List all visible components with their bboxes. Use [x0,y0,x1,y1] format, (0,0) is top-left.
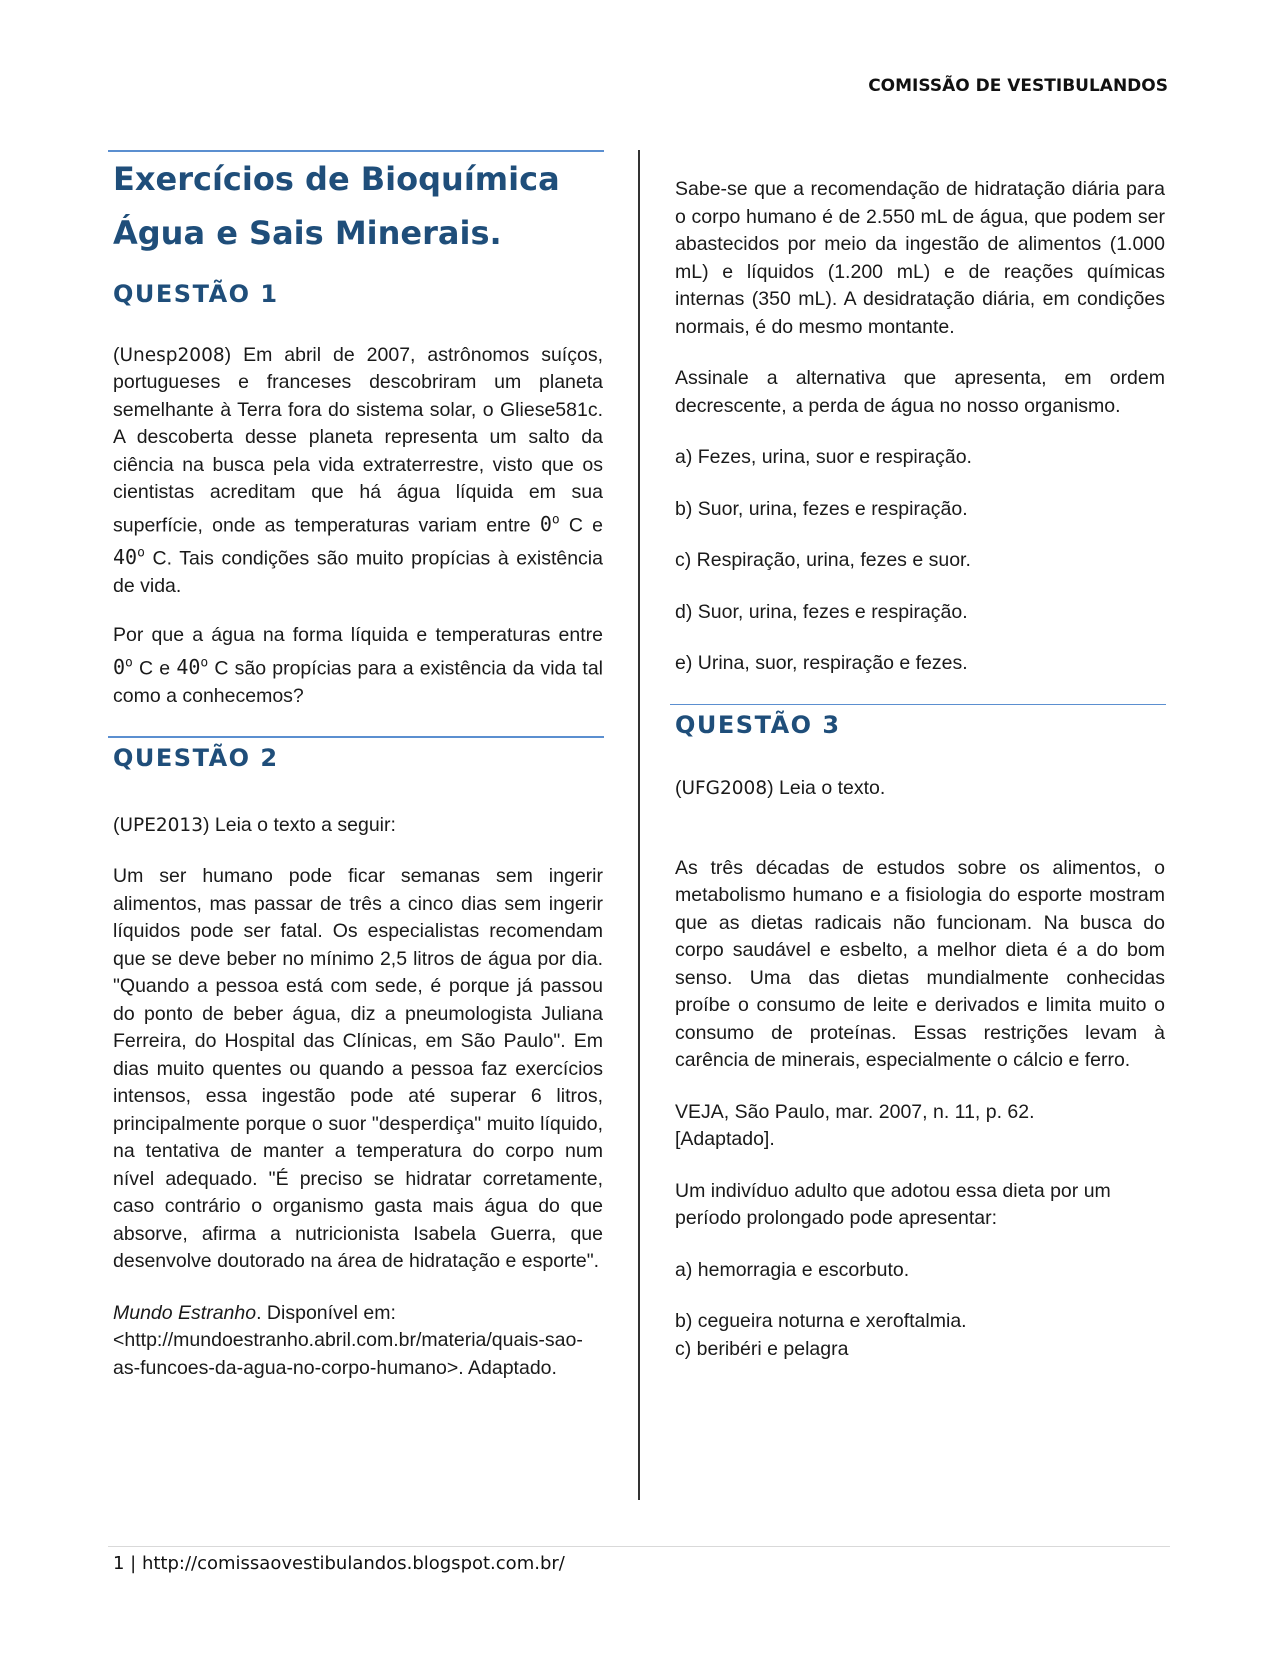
page-footer: 1 | http://comissaovestibulandos.blogspot.com.br/ [113,1553,565,1574]
option-e: e) Urina, suor, respiração e fezes. [675,652,968,674]
question-2-continuation-2: Assinale a alternativa que apresenta, em ordem decrescente, a perda de água no nosso organismo. [675,367,1165,417]
option-c: c) Respiração, urina, fezes e suor. [675,549,971,571]
temp-high: 40$^o$ [113,545,145,570]
question-3-options [675,1257,1165,1364]
q3-intro-text: Leia o texto. [779,777,886,799]
question-2-intro: (UPE2013) Leia o texto a seguir: [113,813,396,836]
document-title [113,152,603,260]
question-1-heading: QUESTÃO 1 [113,279,279,308]
question-3-body: As três décadas de estudos sobre os alimentos, o metabolismo humano e a fisiologia do esporte mostram que as dietas radicais não funcionam. Na busca do corpo saudável e esbelto, a melhor dieta é a do bom senso. Uma das dietas mundialmente conhecidas proíbe o consumo de leite e derivados e limita muito o consumo de proteínas. Essas restrições levam à carência de minerais, especialmente o cálcio e ferro. [675,856,1165,1071]
question-1-paragraph-1: (Unesp2008) Em abril de 2007, astrônomos suíços, portugueses e franceses descobriram um planeta semelhante à Terra fora do sistema solar, o Gliese581c. A descoberta desse planeta representa um salto da ciência na busca pela vida extraterrestre, visto que os cientistas acreditam que há água líquida em sua superfície, onde as temperaturas variam entre 0$^o$ C e 40$^o$ C. Tais condições são muito propícias à existência de vida. [113,343,604,597]
q3-option-c: c) beribéri e pelagra [675,1337,849,1360]
q1-p2-text-a: Por que a água na forma líquida e temperaturas entre [113,624,603,647]
title-line-2: Água e Sais Minerais. [113,213,502,252]
q3-cite-line-1: VEJA, São Paulo, mar. 2007, n. 11, p. 62. [675,1100,1035,1123]
q1-p2-text-b: C e [139,657,171,680]
question-2-continuation-1: Sabe-se que a recomendação de hidratação diária para o corpo humano é de 2.550 mL de água, que podem ser abastecidos por meio da ingestão de alimentos (1.000 mL) e líquidos (1.200 mL) e de reações químicas internas (350 mL). A desidratação diária, em condições normais, é do mesmo montante. [675,178,1165,338]
question-3-rule [670,704,1166,706]
question-3-heading: QUESTÃO 3 [675,711,841,739]
q1-text-b: C e [568,514,604,537]
right-column [675,150,1165,1363]
q2-intro-text: Leia o texto a seguir: [214,813,396,836]
question-1-source: Unesp2008 [119,344,225,366]
q1-text-c: C. Tais condições são muito propícias à existência de vida. [113,547,603,597]
citation-magazine: Mundo Estranho [113,1301,257,1324]
option-d: d) Suor, urina, fezes e respiração. [675,600,968,623]
question-2-body: Um ser humano pode ficar semanas sem ingerir alimentos, mas passar de três a cinco dias sem ingerir líquidos pode ser fatal. Os especialistas recomendam que se deve beber no mínimo 2,5 litros de água por dia. "Quando a pessoa está com sede, é porque já passou do ponto de beber água, diz a pneumologista Juliana Ferreira, do Hospital das Clínicas, em São Paulo". Em dias muito quentes ou quando a pessoa faz exercícios intensos, essa ingestão pode até superar 6 litros, principalmente porque o suor "desperdiça" muito líquido, na tentativa de manter a temperatura do corpo num nível adequado. "É preciso se hidratar corretamente, caso contrário o organismo gasta mais água do que absorve, afirma a nutricionista Isabela Guerra, que desenvolve doutorado na área de hidratação e esporte". [113,865,603,1273]
question-3-source: UFG2008 [681,778,768,799]
title-line-1: Exercícios de Bioquímica [113,159,560,198]
q3-option-b: b) cegueira noturna e xeroftalmia. [675,1310,967,1332]
question-2-options [675,444,1165,678]
q3-cite-line-2: [Adaptado]. [675,1128,775,1150]
option-a: a) Fezes, urina, suor e respiração. [675,446,972,468]
question-1-paragraph-2 [113,622,603,710]
q1-text-a: Em abril de 2007, astrônomos suíços, portugueses e franceses descobriram um planeta semelhante à Terra fora do sistema solar, o Gliese581c. A descoberta desse planeta representa um salto da ciência na busca pela vida extraterrestre, visto que os cientistas acreditam que há água líquida em sua superfície, onde as temperaturas variam entre [113,343,603,537]
question-2-heading: QUESTÃO 2 [113,743,279,772]
citation-rest: . Disponível em: <http://mundoestranho.abril.com.br/materia/quais-sao-as-funcoes-da-agua-no-corpo-humano>. Adaptado. [113,1301,583,1379]
option-b: b) Suor, urina, fezes e respiração. [675,497,968,520]
question-3-intro: (UFG2008) Leia o texto. [675,777,886,799]
footer-rule [108,1546,1170,1547]
column-divider [638,150,640,1500]
temp-high-2: 40$^o$ [176,655,209,680]
q3-option-a: a) hemorragia e escorbuto. [675,1258,910,1281]
left-column [113,150,603,1382]
temp-low-2: 0$^o$ [113,655,133,680]
question-2-source: UPE2013 [119,814,203,836]
page-header: COMISSÃO DE VESTIBULANDOS [868,76,1168,96]
question-3-citation [675,1099,1165,1154]
question-3-question: Um indivíduo adulto que adotou essa dieta por um período prolongado pode apresentar: [675,1179,1111,1229]
question-2-rule [108,736,604,738]
question-2-citation [113,1300,603,1383]
temp-low: 0$^o$ [539,512,560,537]
q1-p2-text-c: C são propícias para a existência da vida tal como a conhecemos? [113,657,603,707]
